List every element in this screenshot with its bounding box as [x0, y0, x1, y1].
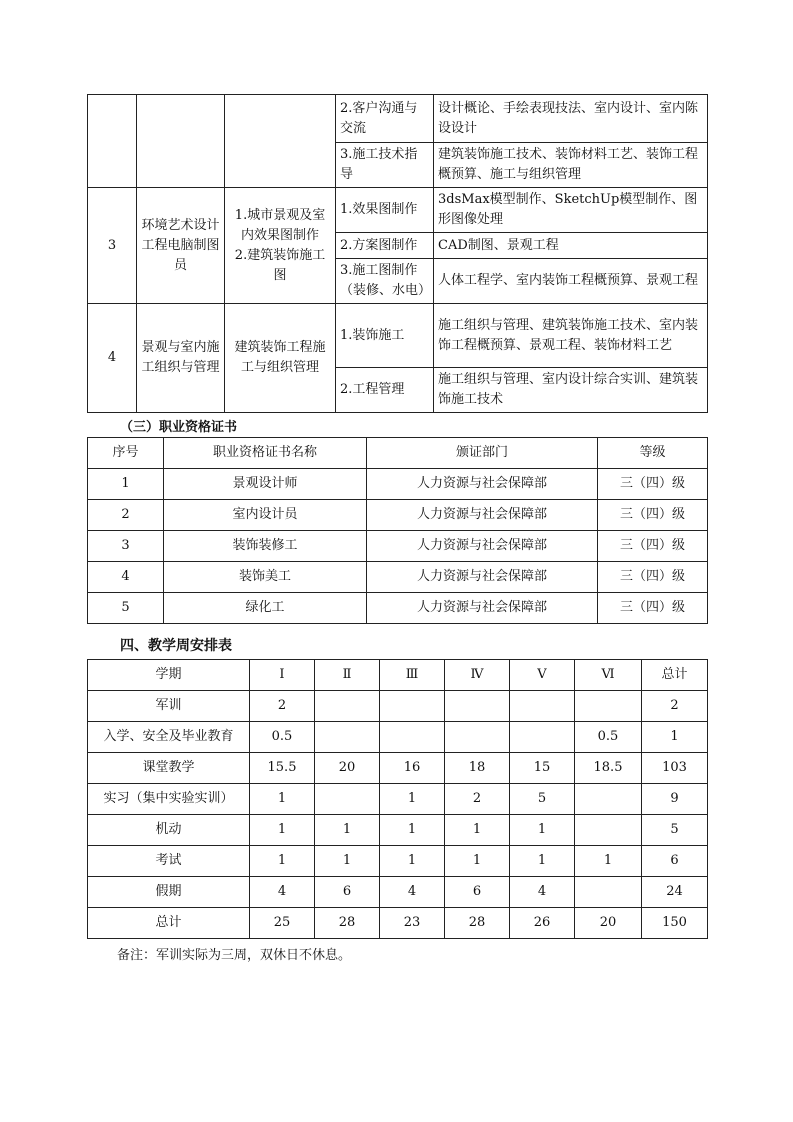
work-tasks: 建筑装饰工程施工与组织管理	[225, 304, 336, 413]
course-table	[87, 94, 708, 413]
schedule-week-value: 103	[642, 753, 708, 784]
cert-level: 三（四）级	[598, 500, 708, 531]
schedule-week-value: 26	[510, 908, 575, 939]
cert-header-row	[88, 438, 708, 469]
schedule-week-value	[575, 784, 642, 815]
table-row	[88, 593, 708, 624]
cert-no: 5	[88, 593, 164, 624]
header-cell: 等级	[598, 438, 708, 469]
work-tasks	[225, 95, 336, 188]
schedule-week-value	[315, 784, 380, 815]
schedule-week-value: 5	[642, 815, 708, 846]
cert-level: 三（四）级	[598, 469, 708, 500]
schedule-week-value: 18.5	[575, 753, 642, 784]
course-list: 建筑装饰施工技术、装饰材料工艺、装饰工程概预算、施工与组织管理	[434, 143, 708, 188]
course-list: 施工组织与管理、室内设计综合实训、建筑装饰施工技术	[434, 368, 708, 413]
schedule-week-value: 0.5	[575, 722, 642, 753]
schedule-week-value: 1	[575, 846, 642, 877]
cert-issuer: 人力资源与社会保障部	[367, 500, 598, 531]
ability-area: 2.工程管理	[336, 368, 434, 413]
schedule-week-value: 1	[315, 815, 380, 846]
schedule-week-value: 15.5	[250, 753, 315, 784]
schedule-week-value	[575, 815, 642, 846]
schedule-week-value: 20	[315, 753, 380, 784]
cert-issuer: 人力资源与社会保障部	[367, 469, 598, 500]
schedule-week-value: 18	[445, 753, 510, 784]
schedule-week-value: 6	[445, 877, 510, 908]
schedule-week-value: 28	[315, 908, 380, 939]
work-tasks: 1.城市景观及室内效果图制作 2.建筑装饰施工图	[225, 188, 336, 304]
schedule-week-value: 0.5	[250, 722, 315, 753]
course-list: 人体工程学、室内装饰工程概预算、景观工程	[434, 259, 708, 304]
job-title	[137, 95, 225, 188]
schedule-week-value: 5	[510, 784, 575, 815]
schedule-week-value: 1	[510, 815, 575, 846]
cert-issuer: 人力资源与社会保障部	[367, 531, 598, 562]
ability-area: 1.效果图制作	[336, 188, 434, 233]
job-title: 环境艺术设计工程电脑制图员	[137, 188, 225, 304]
header-cell: 颁证部门	[367, 438, 598, 469]
schedule-week-value: 6	[642, 846, 708, 877]
table-row	[88, 846, 708, 877]
course-list: CAD制图、景观工程	[434, 233, 708, 259]
cert-level: 三（四）级	[598, 531, 708, 562]
ability-area: 3.施工图制作（装修、水电）	[336, 259, 434, 304]
header-cell: 职业资格证书名称	[164, 438, 367, 469]
table-row	[88, 877, 708, 908]
table-row	[88, 908, 708, 939]
schedule-item-label: 入学、安全及毕业教育	[88, 722, 250, 753]
header-cell: 总计	[642, 660, 708, 691]
schedule-header-row	[88, 660, 708, 691]
row-number	[88, 95, 137, 188]
schedule-week-value: 4	[510, 877, 575, 908]
schedule-week-value: 2	[445, 784, 510, 815]
schedule-week-value: 1	[315, 846, 380, 877]
schedule-week-value: 1	[510, 846, 575, 877]
schedule-week-value: 1	[380, 815, 445, 846]
ability-area: 2.客户沟通与交流	[336, 95, 434, 143]
schedule-week-value: 1	[250, 784, 315, 815]
schedule-note: 备注：军训实际为三周，双休日不休息。	[117, 948, 352, 963]
schedule-week-value	[380, 722, 445, 753]
schedule-week-value: 150	[642, 908, 708, 939]
table-row	[88, 691, 708, 722]
schedule-item-label: 课堂教学	[88, 753, 250, 784]
cert-name: 室内设计员	[164, 500, 367, 531]
schedule-week-value	[380, 691, 445, 722]
schedule-week-value: 1	[445, 846, 510, 877]
schedule-week-value	[510, 722, 575, 753]
cert-level: 三（四）级	[598, 593, 708, 624]
row-number: 4	[88, 304, 137, 413]
schedule-section-heading: 四、教学周安排表	[120, 638, 232, 654]
schedule-week-value: 4	[250, 877, 315, 908]
cert-no: 1	[88, 469, 164, 500]
course-list: 施工组织与管理、建筑装饰施工技术、室内装饰工程概预算、景观工程、装饰材料工艺	[434, 304, 708, 368]
schedule-week-value: 15	[510, 753, 575, 784]
table-row	[88, 815, 708, 846]
table-row	[88, 500, 708, 531]
schedule-week-value: 24	[642, 877, 708, 908]
cert-table	[87, 437, 708, 624]
schedule-week-value	[315, 722, 380, 753]
schedule-item-label: 军训	[88, 691, 250, 722]
cert-name: 景观设计师	[164, 469, 367, 500]
schedule-week-value: 2	[250, 691, 315, 722]
schedule-week-value: 6	[315, 877, 380, 908]
schedule-table	[87, 659, 708, 939]
ability-area: 1.装饰施工	[336, 304, 434, 368]
schedule-week-value: 4	[380, 877, 445, 908]
ability-area: 3.施工技术指导	[336, 143, 434, 188]
cert-level: 三（四）级	[598, 562, 708, 593]
ability-area: 2.方案图制作	[336, 233, 434, 259]
header-cell: Ⅱ	[315, 660, 380, 691]
schedule-item-label: 实习（集中实验实训）	[88, 784, 250, 815]
schedule-week-value: 20	[575, 908, 642, 939]
table-row	[88, 469, 708, 500]
cert-no: 2	[88, 500, 164, 531]
schedule-item-label: 假期	[88, 877, 250, 908]
schedule-week-value: 1	[642, 722, 708, 753]
schedule-week-value: 28	[445, 908, 510, 939]
job-title: 景观与室内施工组织与管理	[137, 304, 225, 413]
header-cell: Ⅰ	[250, 660, 315, 691]
table-row	[88, 784, 708, 815]
cert-issuer: 人力资源与社会保障部	[367, 593, 598, 624]
schedule-week-value: 23	[380, 908, 445, 939]
schedule-week-value: 16	[380, 753, 445, 784]
schedule-week-value: 1	[380, 846, 445, 877]
schedule-item-label: 考试	[88, 846, 250, 877]
schedule-week-value	[445, 722, 510, 753]
schedule-week-value: 1	[380, 784, 445, 815]
schedule-item-label: 机动	[88, 815, 250, 846]
cert-name: 绿化工	[164, 593, 367, 624]
schedule-item-label: 总计	[88, 908, 250, 939]
schedule-week-value	[510, 691, 575, 722]
table-row	[88, 722, 708, 753]
schedule-week-value: 2	[642, 691, 708, 722]
header-cell: Ⅲ	[380, 660, 445, 691]
cert-section-heading: （三）职业资格证书	[120, 420, 238, 435]
cert-no: 3	[88, 531, 164, 562]
header-cell: Ⅵ	[575, 660, 642, 691]
course-list: 设计概论、手绘表现技法、室内设计、室内陈设设计	[434, 95, 708, 143]
cert-no: 4	[88, 562, 164, 593]
schedule-week-value	[575, 691, 642, 722]
schedule-week-value	[445, 691, 510, 722]
header-cell: Ⅴ	[510, 660, 575, 691]
header-cell: 学期	[88, 660, 250, 691]
schedule-week-value: 25	[250, 908, 315, 939]
table-row	[88, 531, 708, 562]
course-list: 3dsMax模型制作、SketchUp模型制作、图形图像处理	[434, 188, 708, 233]
schedule-week-value: 1	[250, 815, 315, 846]
schedule-week-value: 9	[642, 784, 708, 815]
schedule-week-value: 1	[250, 846, 315, 877]
schedule-week-value	[575, 877, 642, 908]
cert-name: 装饰美工	[164, 562, 367, 593]
cert-issuer: 人力资源与社会保障部	[367, 562, 598, 593]
schedule-week-value	[315, 691, 380, 722]
table-row	[88, 753, 708, 784]
table-row	[88, 562, 708, 593]
cert-name: 装饰装修工	[164, 531, 367, 562]
header-cell: Ⅳ	[445, 660, 510, 691]
schedule-week-value: 1	[445, 815, 510, 846]
row-number: 3	[88, 188, 137, 304]
header-cell: 序号	[88, 438, 164, 469]
